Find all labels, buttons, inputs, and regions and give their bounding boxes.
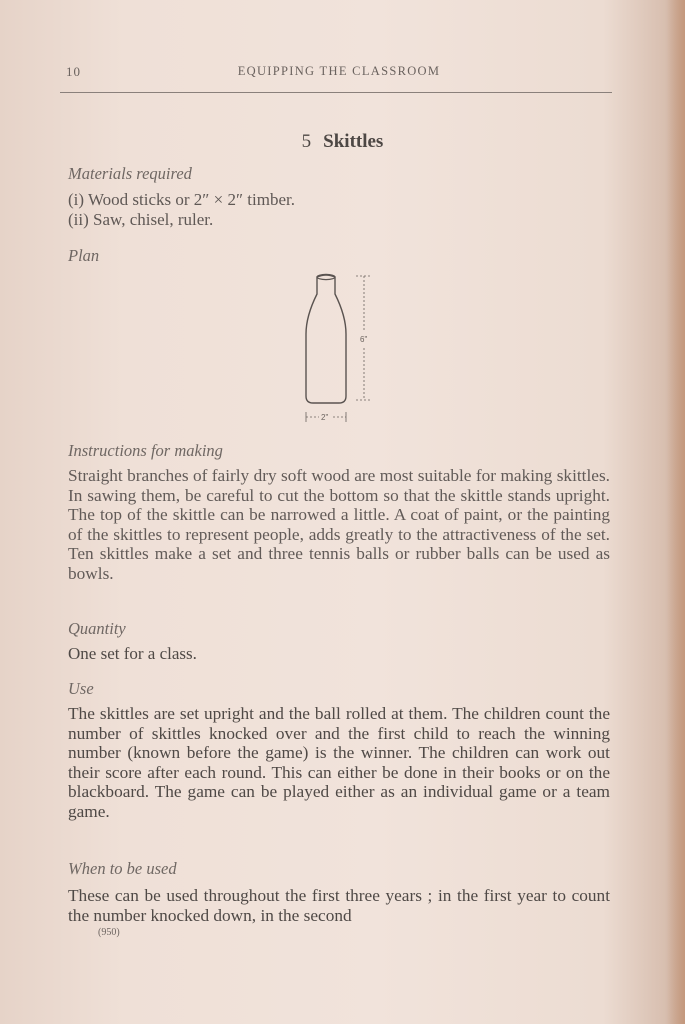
when-used-heading: When to be used <box>68 859 177 878</box>
materials-item-2: (ii) Saw, chisel, ruler. <box>68 210 214 229</box>
materials-item-1: (i) Wood sticks or 2″ × 2″ timber. <box>68 190 295 209</box>
height-label: 6" <box>360 335 368 344</box>
use-heading: Use <box>68 679 94 698</box>
section-title <box>0 131 685 153</box>
instructions-text: Straight branches of fairly dry soft wood are most suitable for making skittles. In sawing them, be careful to cut the bottom so that the skittle stands upright. The top of the skittle can be narrowed a little. A coat of paint, or the painting of the skittles to represent people, adds greatly to the attractiveness of the set. Ten skittles make a set and three tennis balls or rubber balls can be used as bowls. <box>68 466 610 583</box>
skittle-outline <box>306 275 346 403</box>
printer-footnote: (950) <box>98 927 120 938</box>
use-text: The skittles are set upright and the ball rolled at them. The children count the number of skittles knocked over and the first child to reach the winning number (known before the game) is the winner. The children can work out their score after each round. This can either be done in their books or on the blackboard. The game can be played either as an individual game or a team game. <box>68 704 610 821</box>
running-head: EQUIPPING THE CLASSROOM <box>237 64 441 78</box>
plan-heading: Plan <box>68 246 100 265</box>
instructions-heading: Instructions for making <box>68 441 223 460</box>
header-rule <box>60 92 612 93</box>
page-edge-shadow <box>667 0 685 1024</box>
width-label: 2" <box>321 413 329 422</box>
quantity-heading: Quantity <box>68 619 126 638</box>
skittle-diagram <box>290 268 390 428</box>
when-used-text: These can be used throughout the first three years ; in the first year to count the number knocked down, in the second <box>68 886 610 925</box>
quantity-text: One set for a class. <box>68 644 197 663</box>
materials-heading: Materials required <box>68 164 192 183</box>
page-number: 10 <box>66 64 81 79</box>
section-name: Skittles <box>323 131 384 152</box>
page-header <box>66 64 612 84</box>
section-number: 5 <box>301 131 312 152</box>
